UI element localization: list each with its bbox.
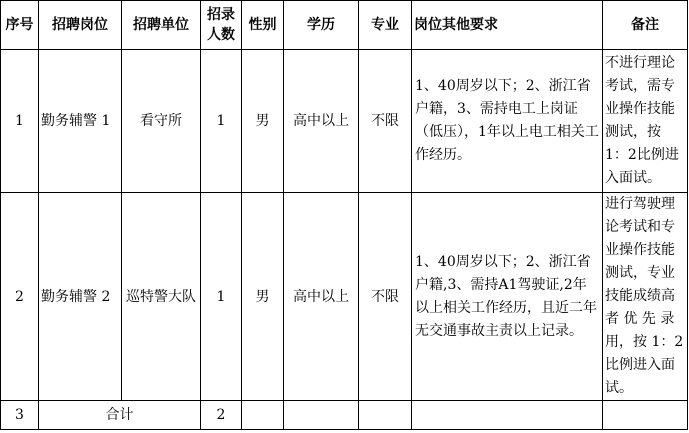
total-label: 合计: [39, 401, 201, 430]
header-row: [1, 1, 688, 50]
row1-seq: 1: [1, 50, 39, 193]
total-empty-gender: [242, 401, 284, 430]
total-seq: 3: [1, 401, 39, 430]
row1-education: 高中以上: [284, 50, 359, 193]
header-count: 招录人数: [201, 1, 242, 50]
header-position: 招聘岗位: [39, 1, 122, 50]
total-empty-education: [284, 401, 359, 430]
row2-education: 高中以上: [284, 193, 359, 401]
row1-gender: 男: [242, 50, 284, 193]
header-notes: 备注: [603, 1, 688, 50]
table-row: [1, 193, 688, 401]
header-education: 学历: [284, 1, 359, 50]
row2-major: 不限: [359, 193, 412, 401]
header-gender: 性别: [242, 1, 284, 50]
total-empty-major: [359, 401, 412, 430]
header-unit: 招聘单位: [122, 1, 201, 50]
header-major: 专业: [359, 1, 412, 50]
row1-position: 勤务辅警 1: [39, 50, 122, 193]
row1-notes: 不进行理论考试，需专业操作技能测试，按 1：2比例进入面试。: [603, 50, 688, 193]
row1-requirements: 1、40周岁以下；2、浙江省户籍，3、需持电工上岗证（低压），1年以上电工相关工作经历。: [412, 50, 603, 193]
total-count: 2: [201, 401, 242, 430]
row1-major: 不限: [359, 50, 412, 193]
row1-count: 1: [201, 50, 242, 193]
row2-unit: 巡特警大队: [122, 193, 201, 401]
row2-seq: 2: [1, 193, 39, 401]
header-seq: 序号: [1, 1, 39, 50]
row2-notes: 进行驾驶理论考试和专业操作技能测试，专业技能成绩高者 优 先 录用，按 1：2比例进入面试。: [603, 193, 688, 401]
row2-count: 1: [201, 193, 242, 401]
row2-gender: 男: [242, 193, 284, 401]
total-empty-requirements: [412, 401, 603, 430]
row1-unit: 看守所: [122, 50, 201, 193]
table-row: [1, 50, 688, 193]
total-empty-notes: [603, 401, 688, 430]
header-requirements: 岗位其他要求: [412, 1, 603, 50]
row2-requirements: 1、40周岁以下；2、浙江省户籍,3、需持A1驾驶证,2年以上相关工作经历，且近二年无交通事故主责以上记录。: [412, 193, 603, 401]
total-row: [1, 401, 688, 430]
row2-position: 勤务辅警 2: [39, 193, 122, 401]
